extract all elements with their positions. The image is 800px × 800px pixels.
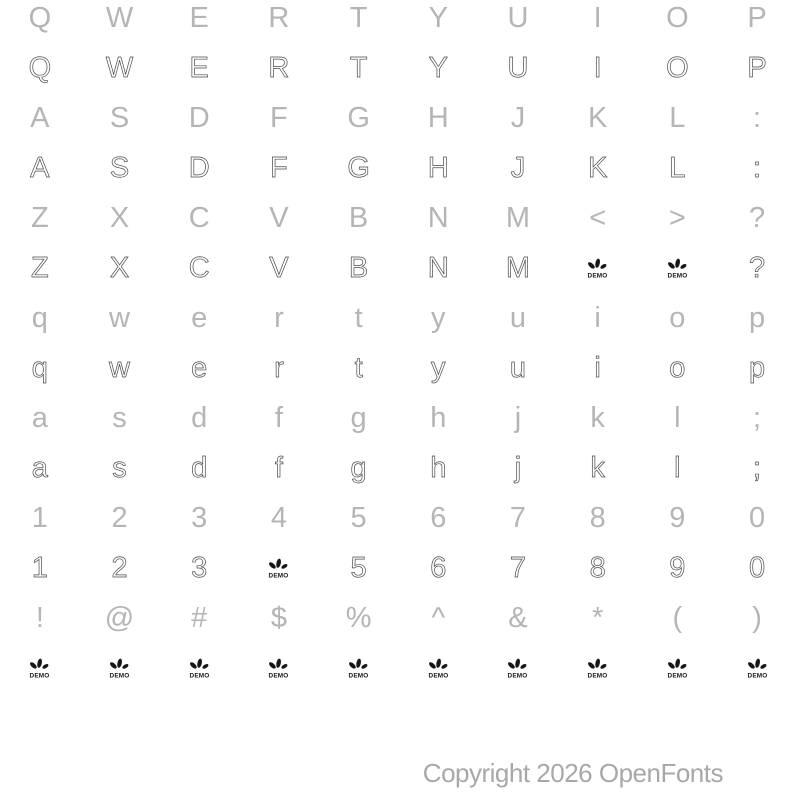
glyph-cell: 8 [589,551,606,584]
glyph-cell: I [593,1,602,34]
demo-label [667,272,687,278]
glyph-cell: X [109,201,130,234]
glyph-cell: % [345,601,372,634]
glyph-cell: Q [28,51,52,84]
glyph-row [0,293,797,343]
glyph-cell: > [668,201,686,234]
glyph-cell: 5 [350,501,367,534]
demo-glyph-cell [80,643,160,693]
sprout-leaves-icon [746,658,766,670]
glyph-cell: ; [753,401,762,434]
demo-glyph-cell [319,643,399,693]
glyph-cell: W [105,51,134,84]
glyph-cell: D [188,101,210,134]
glyph-row [0,193,797,243]
glyph-cell: H [427,151,449,184]
demo-placeholder-glyph [506,658,529,679]
glyph-cell: r [274,301,284,334]
glyph-cell: F [270,101,288,134]
glyph-cell: 1 [31,551,48,584]
glyph-cell: ? [748,251,766,284]
demo-glyph-cell [558,243,638,293]
glyph-cell: R [268,51,290,84]
glyph-cell: A [30,151,50,184]
glyph-cell: T [349,51,368,84]
sprout-leaves-icon [667,658,687,670]
glyph-cell: P [747,51,767,84]
glyph-row [0,43,797,93]
demo-placeholder-glyph [267,658,290,679]
glyph-cell: 7 [509,551,527,584]
glyph-cell: : [753,101,762,134]
glyph-row [0,443,797,493]
demo-glyph-cell [239,643,319,693]
glyph-cell: I [593,51,602,84]
glyph-row [0,643,797,693]
glyph-cell: ! [35,601,44,634]
glyph-cell: o [669,351,686,384]
glyph-cell: O [666,1,689,34]
glyph-cell: g [350,401,367,434]
glyph-cell: Z [30,201,49,234]
glyph-cell: h [430,401,447,434]
glyph-cell: h [430,451,447,484]
glyph-cell: F [270,151,288,184]
glyph-cell: * [592,601,604,634]
sprout-leaves-icon [667,258,687,270]
glyph-cell: K [587,151,608,184]
demo-glyph-cell [717,643,797,693]
glyph-cell: o [669,301,686,334]
sprout-leaves-icon [428,658,448,670]
glyph-cell: N [427,251,449,284]
glyph-cell: 0 [748,501,766,534]
glyph-cell: y [431,351,446,384]
glyph-cell: ( [672,601,683,634]
glyph-cell: p [748,351,766,384]
demo-label: DEMO [507,672,528,679]
glyph-cell: d [191,401,208,434]
sprout-leaves-icon [268,558,288,570]
glyph-cell: w [109,351,130,384]
glyph-row [0,143,797,193]
glyph-cell: Y [428,1,448,34]
glyph-cell: M [505,251,531,284]
glyph-cell: : [753,151,762,184]
demo-label: DEMO [29,672,50,679]
sprout-leaves-icon [587,658,607,670]
glyph-cell: C [188,251,210,284]
glyph-cell: G [347,101,370,134]
glyph-cell: Z [30,251,49,284]
demo-placeholder-glyph [746,658,769,679]
glyph-cell: V [269,201,289,234]
glyph-cell: T [349,1,368,34]
glyph-cell: e [191,351,208,384]
demo-label: DEMO [189,672,210,679]
glyph-cell: J [510,101,526,134]
glyph-cell: 2 [111,501,128,534]
glyph-cell: S [109,151,130,184]
glyph-cell: ? [748,201,766,234]
glyph-cell: d [191,451,208,484]
demo-placeholder-glyph [666,658,689,679]
demo-glyph-cell [638,243,718,293]
demo-label: DEMO [348,672,369,679]
glyph-cell: j [514,401,522,434]
demo-label: DEMO [428,672,449,679]
glyph-cell: f [274,401,283,434]
glyph-cell: < [589,201,607,234]
glyph-cell: g [350,451,367,484]
glyph-cell: 4 [270,501,287,534]
glyph-row [0,243,797,293]
glyph-cell: G [347,151,370,184]
demo-placeholder-glyph [267,558,290,579]
glyph-cell: l [674,451,681,484]
glyph-cell: 8 [589,501,606,534]
sprout-leaves-icon [348,658,368,670]
demo-placeholder-glyph [666,258,689,279]
demo-glyph-cell [478,643,558,693]
demo-placeholder-glyph [427,658,450,679]
glyph-cell: 7 [509,501,527,534]
demo-placeholder-glyph [28,658,51,679]
glyph-cell: s [112,451,127,484]
demo-glyph-cell [239,543,319,593]
glyph-cell: f [274,451,283,484]
glyph-cell: e [191,301,208,334]
glyph-cell: 9 [669,501,686,534]
demo-label [588,272,608,278]
glyph-cell: u [509,351,527,384]
glyph-cell: l [674,401,681,434]
glyph-cell: 0 [748,551,766,584]
sprout-leaves-icon [29,658,49,670]
demo-placeholder-glyph [586,658,609,679]
glyph-cell: D [188,151,210,184]
glyph-cell: y [431,301,446,334]
sprout-leaves-icon [268,658,288,670]
glyph-cell: U [507,1,529,34]
demo-placeholder-glyph [108,658,131,679]
glyph-cell: p [748,301,766,334]
glyph-cell: w [109,301,130,334]
glyph-row [0,343,797,393]
demo-label [269,572,289,578]
demo-glyph-cell [398,643,478,693]
glyph-cell: q [31,351,48,384]
glyph-cell: r [274,351,284,384]
glyph-cell: S [109,101,130,134]
glyph-cell: E [189,51,209,84]
demo-placeholder-glyph [347,658,370,679]
demo-glyph-cell [0,643,80,693]
glyph-row [0,93,797,143]
demo-label: DEMO [109,672,130,679]
glyph-cell: 6 [430,551,447,584]
glyph-cell: 2 [111,551,128,584]
glyph-cell: 5 [350,551,367,584]
glyph-cell: U [507,51,529,84]
glyph-cell: k [590,451,605,484]
glyph-cell: O [666,51,689,84]
glyph-cell: A [30,101,50,134]
glyph-row [0,593,797,643]
glyph-cell: i [594,351,601,384]
glyph-cell: B [348,201,369,234]
glyph-cell: H [427,101,449,134]
demo-label: DEMO [268,672,289,679]
glyph-cell: W [105,1,134,34]
glyph-cell: ^ [431,601,446,634]
glyph-cell: t [354,351,363,384]
glyph-cell: 3 [191,501,208,534]
demo-glyph-cell [159,643,239,693]
glyph-cell: V [269,251,289,284]
glyph-cell: a [31,451,48,484]
sprout-leaves-icon [109,658,129,670]
glyph-cell: i [594,301,601,334]
glyph-cell: L [669,101,686,134]
glyph-cell: 3 [191,551,208,584]
demo-glyph-cell [638,643,718,693]
demo-placeholder-glyph [586,258,609,279]
glyph-cell: C [188,201,210,234]
glyph-cell: J [510,151,526,184]
demo-label: DEMO [667,672,688,679]
glyph-cell: R [268,1,290,34]
demo-label: DEMO [747,672,768,679]
glyph-row [0,543,797,593]
demo-placeholder-glyph [188,658,211,679]
glyph-row [0,393,797,443]
glyph-cell: 6 [430,501,447,534]
glyph-cell: ) [752,601,762,634]
glyph-cell: q [31,301,48,334]
glyph-cell: X [109,251,130,284]
copyright-text: Copyright 2026 OpenFonts [422,758,723,788]
glyph-cell: M [505,201,531,234]
glyph-cell: Y [428,51,448,84]
glyph-row [0,0,797,43]
glyph-cell: j [514,451,522,484]
demo-label: DEMO [587,672,608,679]
glyph-cell: L [669,151,686,184]
glyph-cell: # [191,601,208,634]
glyph-cell: $ [270,601,287,634]
glyph-cell: 1 [31,501,48,534]
glyph-cell: ; [753,451,762,484]
glyph-cell: t [354,301,363,334]
demo-glyph-cell [558,643,638,693]
glyph-cell: K [587,101,608,134]
glyph-cell: s [112,401,127,434]
sprout-leaves-icon [189,658,209,670]
glyph-cell: B [348,251,369,284]
glyph-cell: E [189,1,209,34]
glyph-cell: a [31,401,48,434]
glyph-cell: & [508,601,528,634]
glyph-cell: Q [28,1,52,34]
glyph-cell: u [509,301,527,334]
sprout-leaves-icon [587,258,607,270]
sprout-leaves-icon [507,658,527,670]
glyph-cell: @ [104,601,135,634]
glyph-cell: N [427,201,449,234]
glyph-cell: k [590,401,605,434]
glyph-row [0,493,797,543]
glyph-cell: 9 [669,551,686,584]
glyph-cell: P [747,1,767,34]
